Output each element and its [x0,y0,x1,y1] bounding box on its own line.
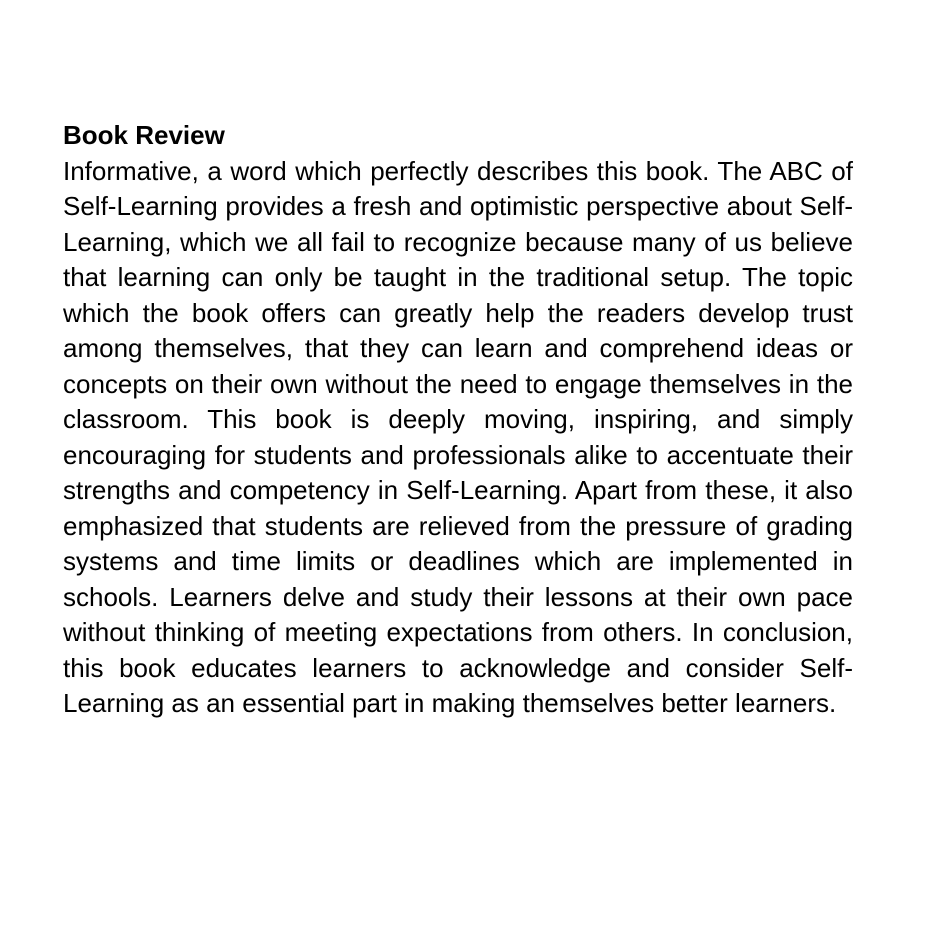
review-paragraph: Informative, a word which perfectly describes this book. The ABC of Self-Learning provides a fresh and optimistic perspective about Self-Learning, which we all fail to recognize because many of us believe that learning can only be taught in the traditional setup. The topic which the book offers can greatly help the readers develop trust among themselves, that they can learn and comprehend ideas or concepts on their own without the need to engage themselves in the classroom. This book is deeply moving, inspiring, and simply encouraging for students and professionals alike to accentuate their strengths and competency in Self-Learning. Apart from these, it also emphasized that students are relieved from the pressure of grading systems and time limits or deadlines which are implemented in schools. Learners delve and study their lessons at their own pace without thinking of meeting expectations from others. In conclusion, this book educates learners to acknowledge and consider Self-Learning as an essential part in making themselves better learners. [63,155,853,718]
document-page [63,118,853,722]
document-title: Book Review [63,120,225,150]
